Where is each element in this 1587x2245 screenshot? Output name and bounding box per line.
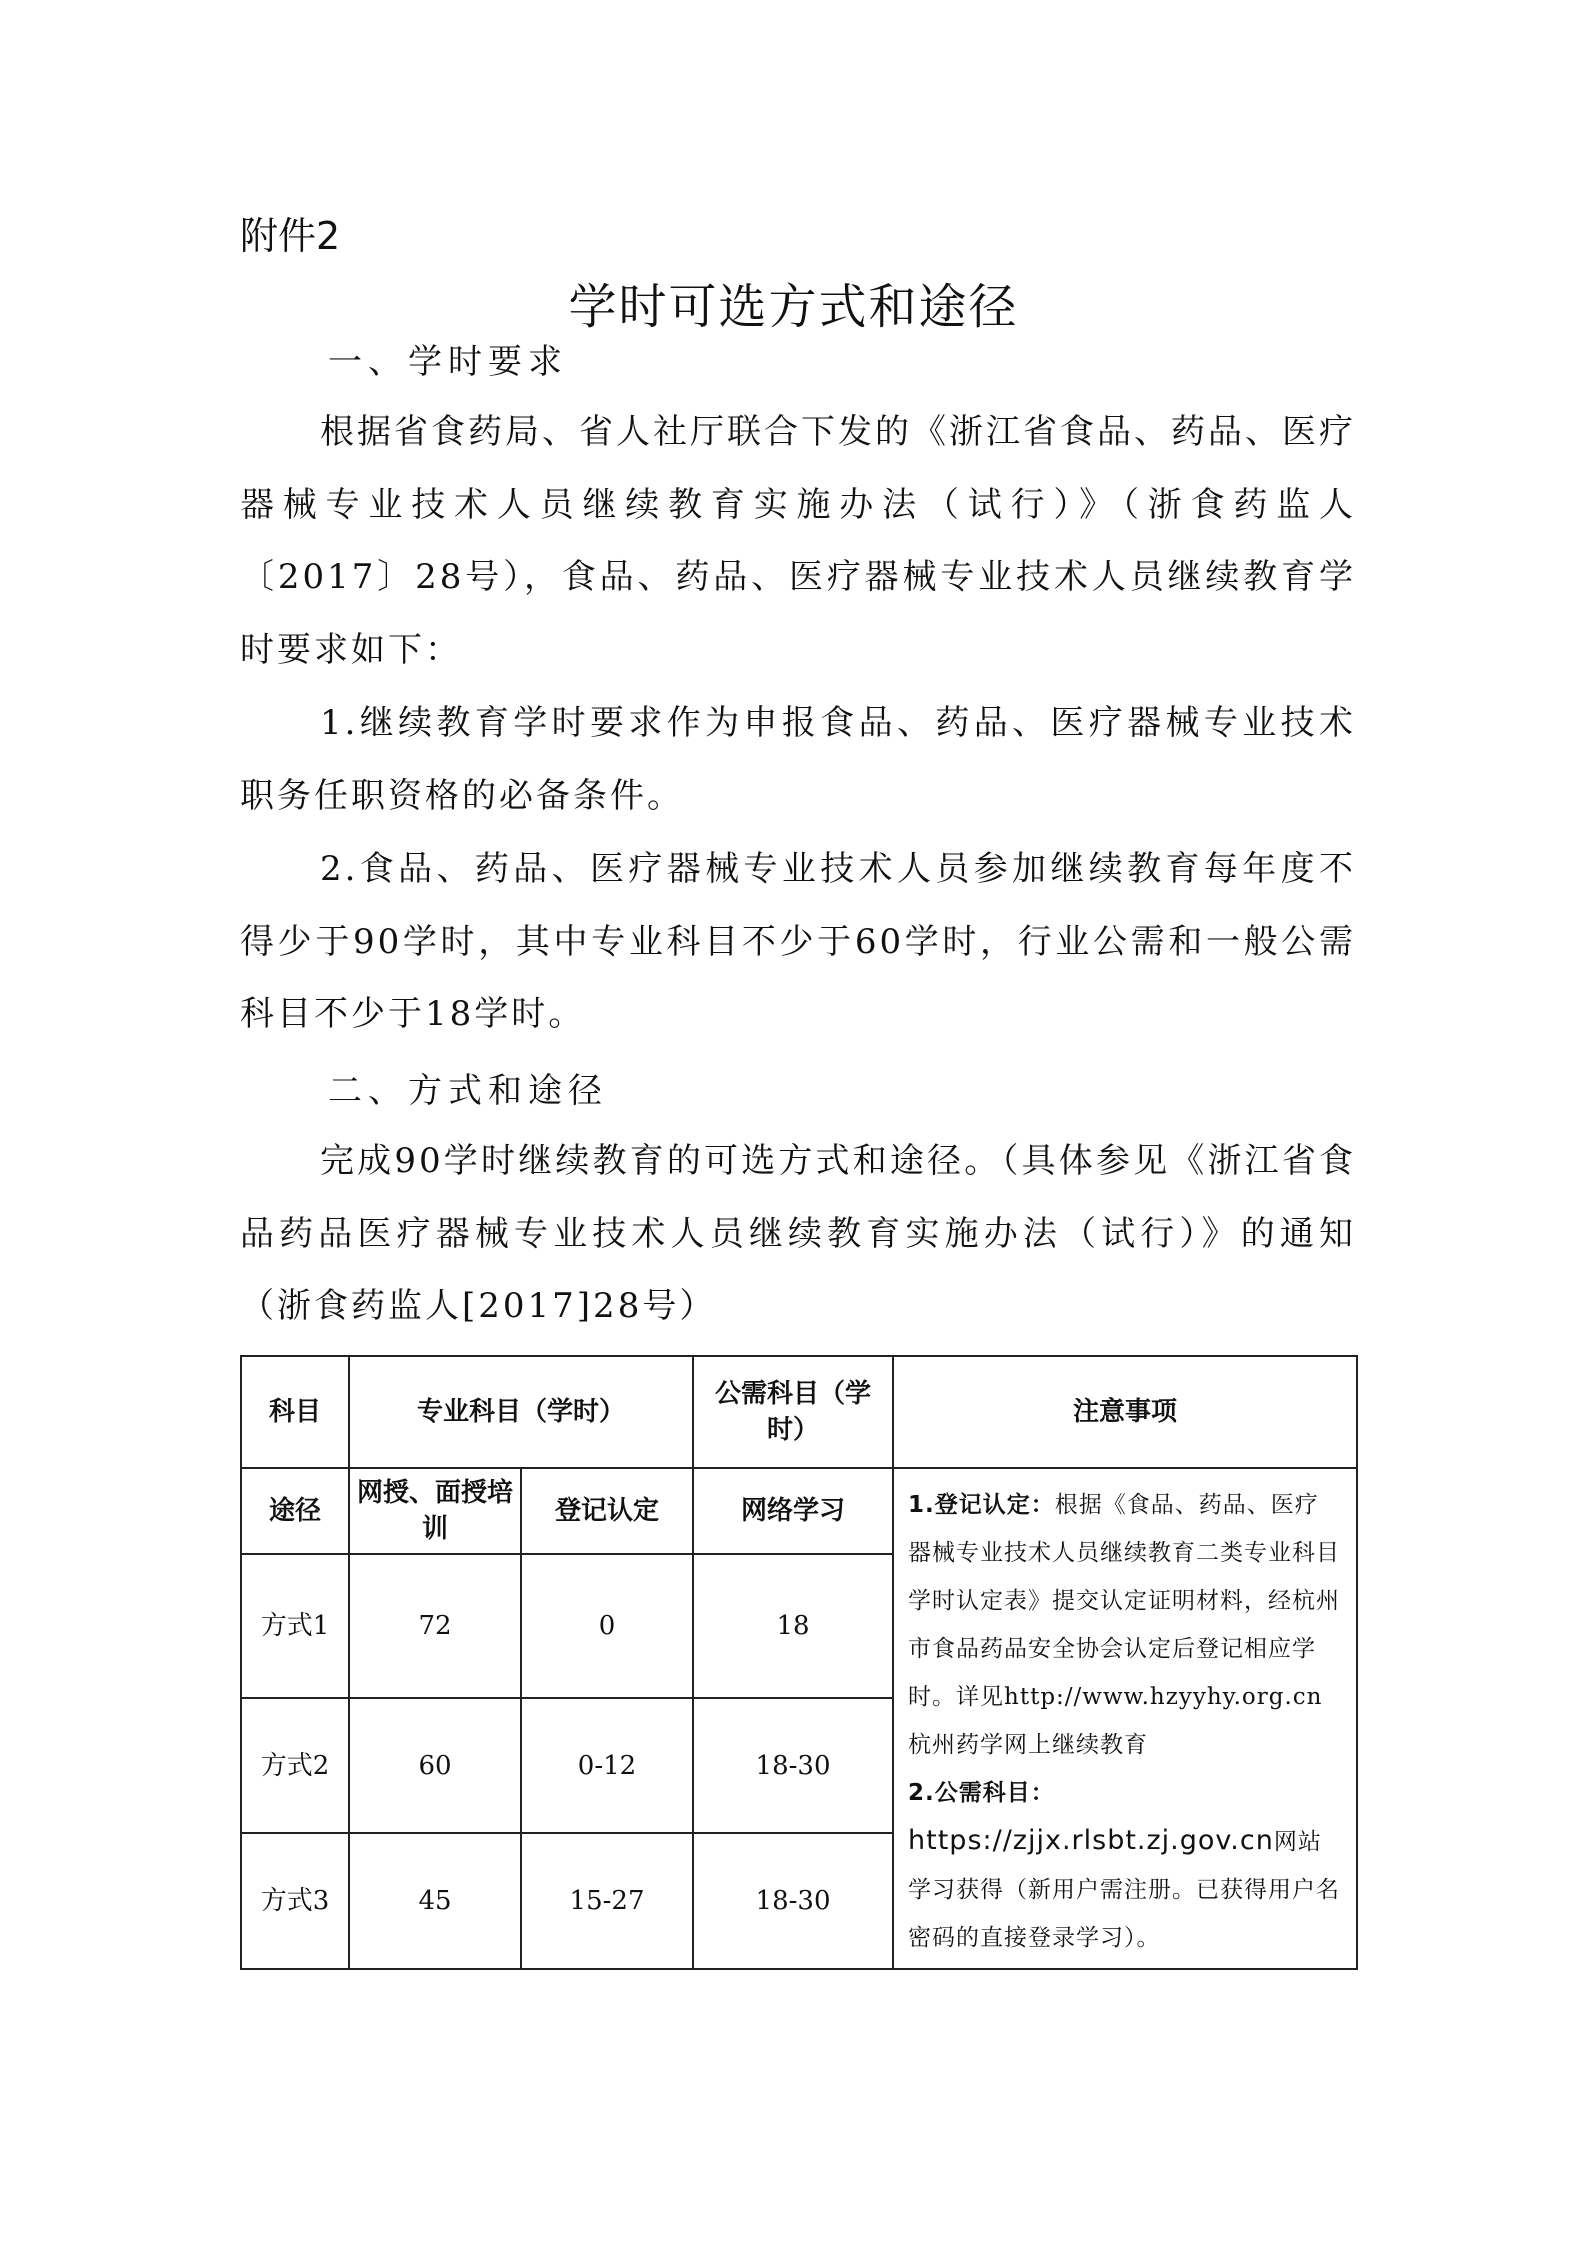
row1-online-learning: 18 [693, 1554, 893, 1698]
row3-mode: 方式3 [241, 1833, 349, 1969]
subheader-route: 途径 [241, 1468, 349, 1554]
header-notes: 注意事项 [893, 1356, 1357, 1468]
table-subheader-row [241, 1468, 1357, 1554]
section1-heading: 一、学时要求 [328, 342, 568, 382]
row2-online-offline: 60 [349, 1698, 521, 1834]
header-public: 公需科目（学时） [693, 1356, 893, 1468]
section1-item1: 1.继续教育学时要求作为申报食品、药品、医疗器械专业技术职务任职资格的必备条件。 [240, 703, 1356, 816]
note1-url: http://www.hzyyhy.org.cn [1004, 1684, 1323, 1710]
row1-registration: 0 [521, 1554, 693, 1698]
subheader-online-learning: 网络学习 [693, 1468, 893, 1554]
page-title: 学时可选方式和途径 [568, 279, 1019, 335]
study-modes-table [240, 1355, 1358, 1970]
note2-text: 网站学习获得（新用户需注册。已获得用户名密码的直接登录学习）。 [908, 1829, 1341, 1951]
row2-online-learning: 18-30 [693, 1698, 893, 1834]
table-header-row [241, 1356, 1357, 1468]
section1-intro: 根据省食药局、省人社厅联合下发的《浙江省食品、药品、医疗器械专业技术人员继续教育实施办法（试行）》（浙食药监人〔2017〕28号），食品、药品、医疗器械专业技术人员继续教育学时要求如下： [240, 412, 1356, 670]
row1-online-offline: 72 [349, 1554, 521, 1698]
note2-label: 2.公需科目： [908, 1780, 1055, 1806]
note1-label: 1.登记认定： [908, 1492, 1055, 1518]
section2-heading: 二、方式和途径 [328, 1071, 608, 1111]
note1-tail: 杭州药学网上继续教育 [908, 1732, 1149, 1758]
note2-url: https://zjjx.rlsbt.zj.gov.cn [908, 1825, 1274, 1856]
row2-mode: 方式2 [241, 1698, 349, 1834]
header-subject: 科目 [241, 1356, 349, 1468]
subheader-online-offline: 网授、面授培训 [349, 1468, 521, 1554]
section2-intro: 完成90学时继续教育的可选方式和途径。（具体参见《浙江省食品药品医疗器械专业技术人员继续教育实施办法（试行）》的通知（浙食药监人[2017]28号） [240, 1141, 1356, 1326]
attachment-label: 附件2 [240, 214, 341, 258]
row1-mode: 方式1 [241, 1554, 349, 1698]
section1-item2: 2.食品、药品、医疗器械专业技术人员参加继续教育每年度不得少于90学时，其中专业科目不少于60学时，行业公需和一般公需科目不少于18学时。 [240, 849, 1356, 1034]
note1-text: 根据《食品、药品、医疗器械专业技术人员继续教育二类专业科目学时认定表》提交认定证明材料，经杭州市食品药品安全协会认定后登记相应学时。详见 [908, 1492, 1341, 1710]
row3-online-offline: 45 [349, 1833, 521, 1969]
notes-cell [893, 1468, 1357, 1969]
subheader-registration: 登记认定 [521, 1468, 693, 1554]
row3-registration: 15-27 [521, 1833, 693, 1969]
row3-online-learning: 18-30 [693, 1833, 893, 1969]
row2-registration: 0-12 [521, 1698, 693, 1834]
header-professional: 专业科目（学时） [349, 1356, 693, 1468]
